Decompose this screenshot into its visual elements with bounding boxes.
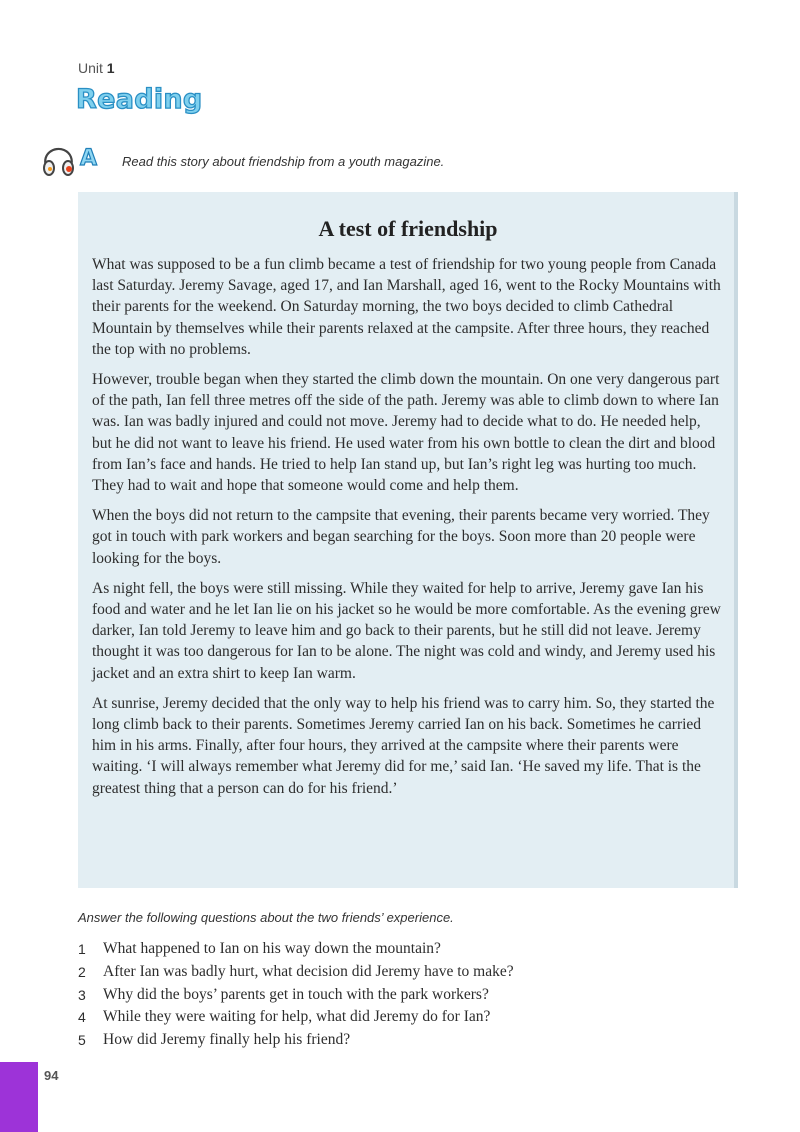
- question-item: [78, 1029, 738, 1052]
- question-number: 3: [78, 986, 86, 1003]
- activity-instruction: Read this story about friendship from a youth magazine.: [122, 154, 445, 169]
- question-number: 5: [78, 1032, 86, 1049]
- headphones-icon: [38, 144, 78, 178]
- question-item: [78, 938, 738, 961]
- question-number: 2: [78, 963, 86, 980]
- question-text: After Ian was badly hurt, what decision did Jeremy have to make?: [103, 962, 514, 980]
- story-box: [78, 192, 738, 888]
- question-item: [78, 961, 738, 984]
- story-paragraph: What was supposed to be a fun climb became a test of friendship for two young people from Canada last Saturday. Jeremy Savage, aged 17, and Ian Marshall, aged 16, went to the Rocky Mountains with their parents for the weekend. On Saturday morning, the two boys decided to climb Cathedral Mountain by themselves while their parents relaxed at the campsite. After three hours, they reached the top with no problems.: [92, 256, 721, 358]
- questions-intro: Answer the following questions about the two friends’ experience.: [78, 910, 454, 925]
- activity-header: [38, 144, 738, 178]
- question-number: 1: [78, 941, 86, 957]
- activity-letter: A: [80, 146, 98, 171]
- unit-word: Unit: [78, 60, 103, 76]
- question-text: How did Jeremy finally help his friend?: [103, 1031, 351, 1049]
- question-text: Why did the boys’ parents get in touch with the park workers?: [103, 985, 489, 1003]
- story-paragraph: However, trouble began when they started the climb down the mountain. On one very dangerous part of the path, Ian fell three metres off the side of the path. Jeremy was able to climb down to where Ian was. Ian was badly injured and could not move. Jeremy had to decide what to do. He needed help, but he did not want to leave his friend. He used water from his own bottle to clean the dirt and blood from Ian’s face and hands. He tried to help Ian stand up, but Ian’s right leg was hurting too much. They had to wait and hope that someone would come and help them.: [92, 371, 720, 495]
- story-title: A test of friendship: [318, 216, 498, 241]
- section-title: Reading: [76, 84, 203, 115]
- story-paragraph: When the boys did not return to the campsite that evening, their parents became very worried. They got in touch with park workers and began searching for the boys. Soon more than 20 people were looking for the boys.: [92, 507, 710, 567]
- question-list: [78, 938, 738, 1052]
- unit-label: [78, 60, 115, 76]
- question-item: [78, 1006, 738, 1029]
- page-number: 94: [44, 1068, 59, 1083]
- unit-number: 1: [106, 60, 115, 76]
- story-paragraph: As night fell, the boys were still missing. While they waited for help to arrive, Jeremy gave Ian his food and water and he let Ian lie on his jacket so he would be more comfortable. As the evening grew darker, Ian told Jeremy to leave him and go back to their parents, but he still did not leave. Jeremy thought it was too dangerous for Ian to be alone. The night was cold and windy, and Jeremy used his jacket and an extra shirt to keep Ian warm.: [92, 579, 721, 682]
- question-text: While they were waiting for help, what did Jeremy do for Ian?: [103, 1008, 491, 1026]
- question-text: What happened to Ian on his way down the mountain?: [103, 940, 441, 957]
- question-number: 4: [78, 1009, 86, 1026]
- page-color-tab: [0, 1062, 38, 1132]
- story-paragraph: At sunrise, Jeremy decided that the only way to help his friend was to carry him. So, they started the long climb back to their parents. Sometimes Jeremy carried Ian on his back. Sometimes he carried him in his arms. Finally, after four hours, they arrived at the campsite where their parents were waiting. ‘I will always remember what Jeremy did for me,’ said Ian. ‘He saved my life. That is the greatest thing that a person can do for his friend.’: [92, 694, 715, 797]
- question-item: [78, 984, 738, 1007]
